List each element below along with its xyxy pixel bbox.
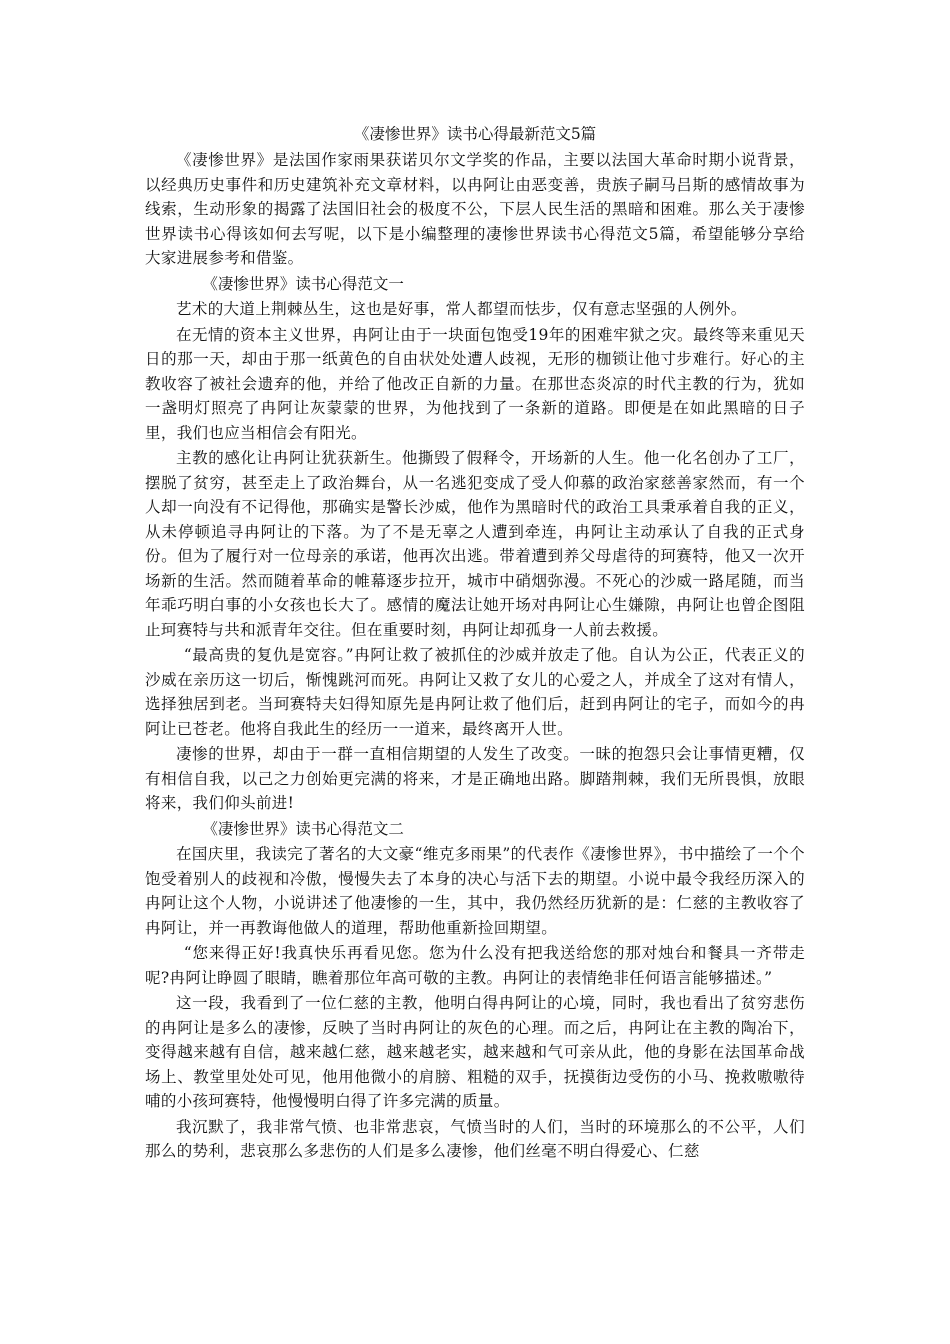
section1-paragraph-2: 在无情的资本主义世界，冉阿让由于一块面包饱受19年的困难牢狱之灾。最终等来重见天日的那一天，却由于那一纸黄色的自由状处处遭人歧视，无形的枷锁让他寸步难行。好心的主教收容了被社会遗弃的他，并给了他改正自新的力量。在那世态炎凉的时代主教的行为，犹如一盏明灯照亮了冉阿让灰蒙蒙的世界，为他找到了一条新的道路。即便是在如此黑暗的日子里，我们也应当相信会有阳光。: [145, 325, 805, 442]
document-page: [145, 122, 805, 1165]
section2-paragraph-3: 我沉默了，我非常气愤、也非常悲哀，气愤当时的人们，当时的环境那么的不公平，人们那么的势利，悲哀那么多悲伤的人们是多么凄惨，他们丝毫不明白得爱心、仁慈: [145, 1117, 805, 1160]
section1-quote-paragraph: “最高贵的复仇是宽容。”冉阿让救了被抓住的沙威并放走了他。自认为公正，代表正义的沙威在亲历这一切后，惭愧跳河而死。冉阿让又救了女儿的心爱之人，并成全了这对有情人，选择独居到老。当珂赛特夫妇得知原先是冉阿让救了他们后，赶到冉阿让的宅子，而如今的冉阿让已苍老。他将自我此生的经历一一道来，最终离开人世。: [145, 646, 805, 738]
section2-paragraph-2: 这一段，我看到了一位仁慈的主教，他明白得冉阿让的心境，同时，我也看出了贫穷悲伤的冉阿让是多么的凄惨，反映了当时冉阿让的灰色的心理。而之后，冉阿让在主教的陶冶下，变得越来越有自信，越来越仁慈，越来越老实，越来越和气可亲从此，他的身影在法国革命战场上、教堂里处处可见，他用他微小的肩膀、粗糙的双手，抚摸街边受伤的小马、挽救嗷嗷待哺的小孩珂赛特，他慢慢明白得了许多完满的质量。: [145, 994, 805, 1110]
document-title: 《凄惨世界》读书心得最新范文5篇: [353, 125, 597, 143]
intro-paragraph: 《凄惨世界》是法国作家雨果获诺贝尔文学奖的作品，主要以法国大革命时期小说背景，以经典历史事件和历史建筑补充文章材料，以冉阿让由恶变善，贵族子嗣马吕斯的感情故事为线索，生动形象的揭露了法国旧社会的极度不公，下层人民生活的黑暗和困难。那么关于凄惨世界读书心得该如何去写呢，以下是小编整理的凄惨世界读书心得范文5篇，希望能够分享给大家进展参考和借鉴。: [145, 151, 805, 267]
section-heading-2: 《凄惨世界》读书心得范文二: [202, 819, 404, 838]
section-heading-1: 《凄惨世界》读书心得范文一: [202, 274, 404, 293]
section2-quote-paragraph: “您来得正好!我真快乐再看见您。您为什么没有把我送给您的那对烛台和餐具一齐带走呢?冉阿让睁圆了眼睛，瞧着那位年高可敬的主教。冉阿让的表情绝非任何语言能够描述。”: [145, 944, 805, 987]
section2-paragraph-1: 在国庆里，我读完了著名的大文豪“维克多雨果”的代表作《凄惨世界》，书中描绘了一个个饱受着别人的歧视和冷傲，慢慢失去了本身的决心与活下去的期望。小说中最令我经历深入的冉阿让这个人物，小说讲述了他凄惨的一生，其中，我仍然经历犹新的是：仁慈的主教收容了冉阿让，并一再教诲他做人的道理，帮助他重新捡回期望。: [145, 845, 805, 937]
section1-closing-paragraph: 凄惨的世界，却由于一群一直相信期望的人发生了改变。一昧的抱怨只会让事情更糟，仅有相信自我，以己之力创始更完满的将来，才是正确地出路。脚踏荆棘，我们无所畏惧，放眼将来，我们仰头前进!: [145, 745, 805, 812]
section1-paragraph-3: 主教的感化让冉阿让犹获新生。他撕毁了假释令，开场新的人生。他一化名创办了工厂，摆脱了贫穷，甚至走上了政治舞台，从一名逃犯变成了受人仰慕的政治家慈善家然而，有一个人却一向没有不记得他，那确实是警长沙威，他作为黑暗时代的政治工具秉承着自我的正义，从未停顿追寻冉阿让的下落。为了不是无辜之人遭到牵连，冉阿让主动承认了自我的正式身份。但为了履行对一位母亲的承诺，他再次出逃。带着遭到养父母虐待的珂赛特，他又一次开场新的生活。然而随着革命的帷幕逐步拉开，城市中硝烟弥漫。不死心的沙威一路尾随，而当年乖巧明白事的小女孩也长大了。感情的魔法让她开场对冉阿让心生嫌隙，冉阿让也曾企图阻止珂赛特与共和派青年交往。但在重要时刻，冉阿让却孤身一人前去救援。: [145, 449, 805, 639]
section1-paragraph-1: 艺术的大道上荆棘丛生，这也是好事，常人都望而怯步，仅有意志坚强的人例外。: [176, 300, 747, 318]
